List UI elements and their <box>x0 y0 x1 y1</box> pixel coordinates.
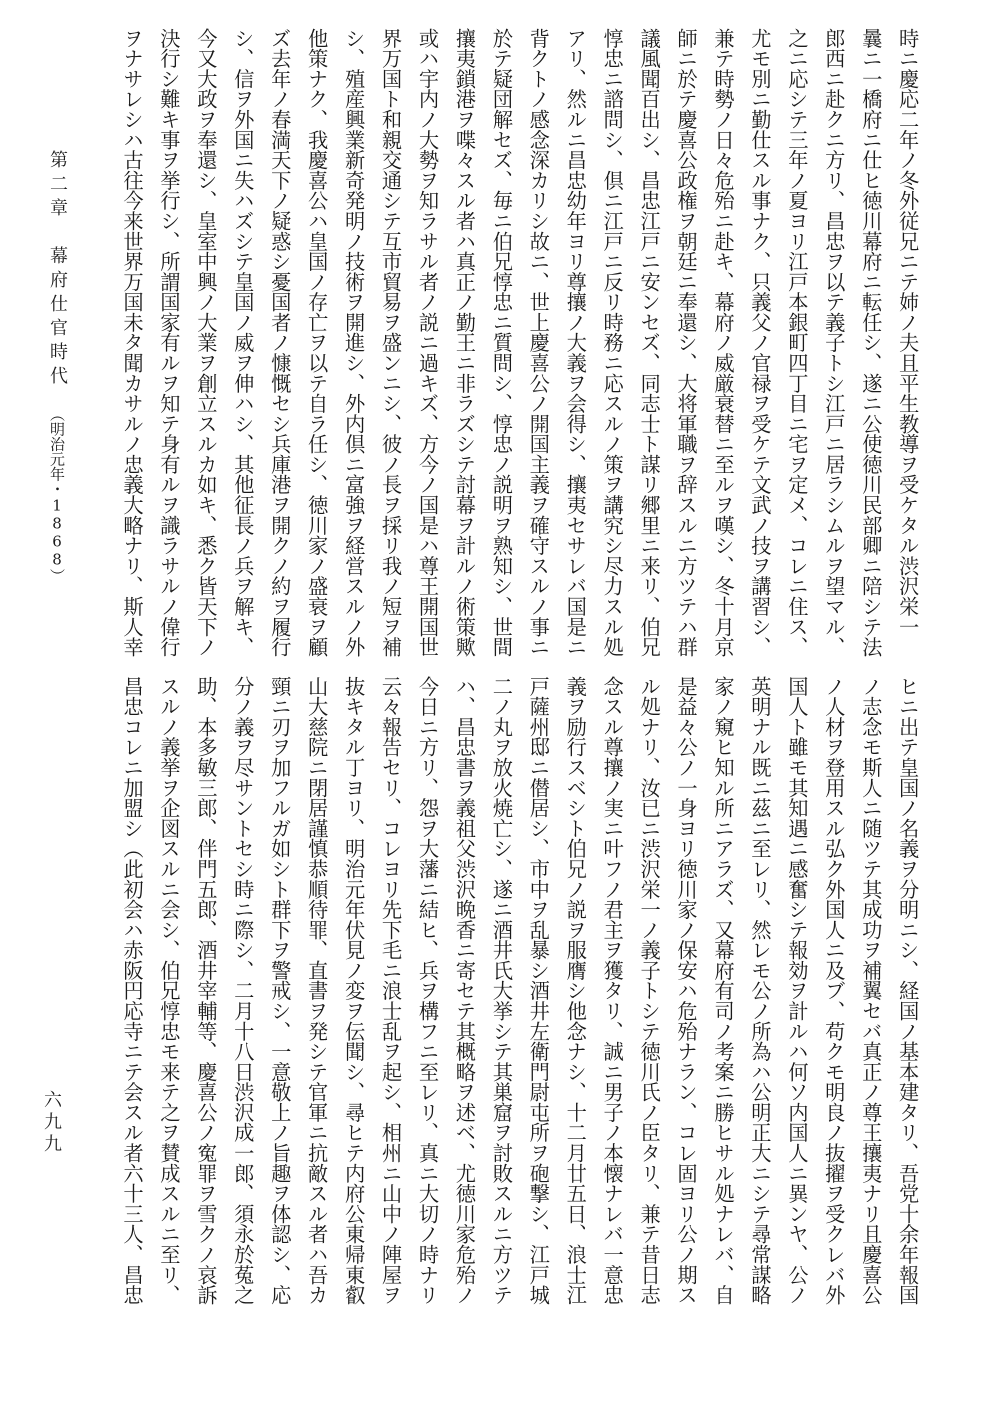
text-column: 或ハ宇内ノ大勢ヲ知ラサル者ノ説ニ過キズ、方今ノ国是ハ尊王開国世 <box>415 28 440 657</box>
text-column: 於テ疑団解セズ、毎ニ伯兄惇忠ニ質問シ、惇忠ノ説明ヲ熟知シ、世間 <box>489 28 514 657</box>
text-column: 兼テ時勢ノ日々危殆ニ赴キ、幕府ノ威厳衰替ニ至ルヲ嘆シ、冬十月京 <box>711 28 735 657</box>
lower-text-block <box>118 676 922 1306</box>
text-column: ズ去年ノ春満天下ノ疑惑シ憂国者ノ慷慨セシ兵庫港ヲ開クノ約ヲ履行 <box>267 28 292 657</box>
text-column: 之ニ応シテ三年ノ夏ヨリ江戸本銀町四丁目ニ宅ヲ定メ、コレニ住ス、 <box>784 28 809 657</box>
text-column: 時ニ慶応二年ノ冬外従兄ニテ姉ノ夫且平生教導ヲ受ケタル渋沢栄一 <box>895 28 920 637</box>
text-column: 念スル尊攘ノ実ニ叶フノ君主ヲ獲タリ、誠ニ男子ノ本懐ナレバ一意忠 <box>600 676 625 1305</box>
text-column: 戸薩州邸ニ僣居シ、市中ヲ乱暴シ酒井左衛門尉屯所ヲ砲撃シ、江戸城 <box>526 676 551 1305</box>
text-column: 今又大政ヲ奉還シ、皇室中興ノ大業ヲ創立スルカ如キ、悉ク皆天下ノ <box>193 28 218 657</box>
text-column: 義ヲ励行スベシト伯兄ノ説ヲ服膺シ他念ナシ、十二月廿五日、浪士江 <box>563 676 588 1305</box>
running-head <box>44 150 70 584</box>
upper-text-block <box>118 28 922 660</box>
text-column: アリ、然ルニ昌忠幼年ヨリ尊攘ノ大義ヲ会得シ、攘夷セサレバ国是ニ <box>563 28 588 657</box>
text-column: 郎西ニ赴クニ方リ、昌忠ヲ以テ義子トシ江戸ニ居ラシムルヲ望マル、 <box>821 28 846 657</box>
text-column: 師ニ於テ慶喜公政権ヲ朝廷ニ奉還シ、大将軍職ヲ辞スルニ方ツテハ群 <box>674 28 699 657</box>
text-column: ノ志念モ斯人ニ随ツテ其成功ヲ補翼セバ真正ノ尊王攘夷ナリ且慶喜公 <box>858 676 883 1305</box>
text-column: 頸ニ刃ヲ加フルガ如シト群下ヲ警戒シ、一意敬上ノ旨趣ヲ体認シ、応 <box>267 676 292 1305</box>
text-column: 昌忠コレニ加盟シ（此初会ハ赤阪円応寺ニテ会スル者六十三人、昌忠 <box>120 676 144 1305</box>
text-column: シ、信ヲ外国ニ失ハズシテ皇国ノ威ヲ伸ハシ、其他征長ノ兵ヲ解キ、 <box>230 28 255 657</box>
text-column: ヲナサレシハ古往今来世界万国未タ聞カサルノ忠義大略ナリ、斯人幸 <box>120 28 144 657</box>
chapter-title: 幕府仕官時代 <box>47 246 68 390</box>
text-column: 他策ナク、我慶喜公ハ皇国ノ存亡ヲ以テ自ラ任シ、徳川家ノ盛衰ヲ顧 <box>304 28 329 657</box>
text-column: 尤モ別ニ勤仕スル事ナク、只義父ノ官禄ヲ受ケテ文武ノ技ヲ講習シ、 <box>747 28 772 657</box>
text-column: ノ人材ヲ登用スル弘ク外国人ニ及ブ、苟クモ明良ノ抜擢ヲ受クレバ外 <box>821 676 846 1305</box>
text-column: 英明ナル既ニ茲ニ至レリ、然レモ公ノ所為ハ公明正大ニシテ尋常謀略 <box>747 676 772 1305</box>
text-column: シ、殖産興業新奇発明ノ技術ヲ開進シ、外内倶ニ富強ヲ経営スルノ外 <box>341 28 366 657</box>
text-column: ル処ナリ、汝已ニ渋沢栄一ノ義子トシテ徳川氏ノ臣タリ、兼テ昔日志 <box>637 676 662 1305</box>
text-column: ハ、昌忠書ヲ義祖父渋沢晩香ニ寄セテ其概略ヲ述ベ、尤徳川家危殆ノ <box>452 676 477 1305</box>
text-column: 決行シ難キ事ヲ挙行シ、所謂国家有ルヲ知テ身有ルヲ識ラサルノ偉行 <box>156 28 181 657</box>
text-column: 攘夷鎖港ヲ喋々スル者ハ真正ノ勤王ニ非ラズシテ討幕ヲ計ルノ術策歟 <box>452 28 477 657</box>
text-column: 是益々公ノ一身ヨリ徳川家ノ保安ハ危殆ナラン、コレ固ヨリ公ノ期ス <box>674 676 699 1305</box>
era-note: （明治元年・1868） <box>48 414 66 584</box>
text-column: 議風聞百出シ、昌忠江戸ニ安ンセズ、同志士ト謀リ郷里ニ来リ、伯兄 <box>637 28 662 657</box>
text-column: 背クトノ感念深カリシ故ニ、世上慶喜公ノ開国主義ヲ確守スルノ事ニ <box>526 28 551 657</box>
text-column: 国人ト雖モ其知遇ニ感奮シテ報効ヲ計ルハ何ソ内国人ニ異ンヤ、公ノ <box>784 676 809 1305</box>
text-column: 抜キタル丁ヨリ、明治元年伏見ノ変ヲ伝聞シ、尋ヒテ内府公東帰東叡 <box>341 676 366 1305</box>
text-column: 惇忠ニ諮問シ、倶ニ江戸ニ反リ時務ニ応スルノ策ヲ講究シ尽力スル処 <box>600 28 625 657</box>
text-column: ヒニ出テ皇国ノ名義ヲ分明ニシ、経国ノ基本建タリ、吾党十余年報国 <box>895 676 920 1305</box>
text-column: 山大慈院ニ閉居謹慎恭順待罪、直書ヲ発シテ官軍ニ抗敵スル者ハ吾カ <box>304 676 329 1305</box>
text-column: 家ノ窺ヒ知ル所ニアラズ、又幕府有司ノ考案ニ勝ヒサル処ナレバ、自 <box>711 676 735 1305</box>
text-column: スルノ義挙ヲ企図スルニ会シ、伯兄惇忠モ来テ之ヲ賛成スルニ至リ、 <box>156 676 181 1305</box>
page-number: 六九九 <box>41 1090 62 1156</box>
text-column: 二ノ丸ヲ放火焼亡シ、遂ニ酒井氏大挙シテ其巣窟ヲ討敗スルニ方ツテ <box>489 676 514 1305</box>
text-column: 曩ニ一橋府ニ仕ヒ徳川幕府ニ転任シ、遂ニ公使徳川民部卿ニ陪シテ法 <box>858 28 883 657</box>
chapter-label: 第二章 <box>47 150 68 222</box>
text-column: 助、本多敏三郎、伴門五郎、酒井宰輔等、慶喜公ノ寃罪ヲ雪クノ哀訴 <box>193 676 218 1305</box>
text-column: 分ノ義ヲ尽サントセシ時ニ際シ、二月十八日渋沢成一郎、須永於菟之 <box>230 676 255 1305</box>
text-column: 云々報告セリ、コレヨリ先下毛ニ浪士乱ヲ起シ、相州ニ山中ノ陣屋ヲ <box>378 676 403 1305</box>
text-column: 界万国ト和親交通シテ互市貿易ヲ盛ンニシ、彼ノ長ヲ採リ我ノ短ヲ補 <box>378 28 403 657</box>
text-column: 今日ニ方リ、怨ヲ大藩ニ結ヒ、兵ヲ構フニ至レリ、真ニ大切ノ時ナリ <box>415 676 440 1305</box>
